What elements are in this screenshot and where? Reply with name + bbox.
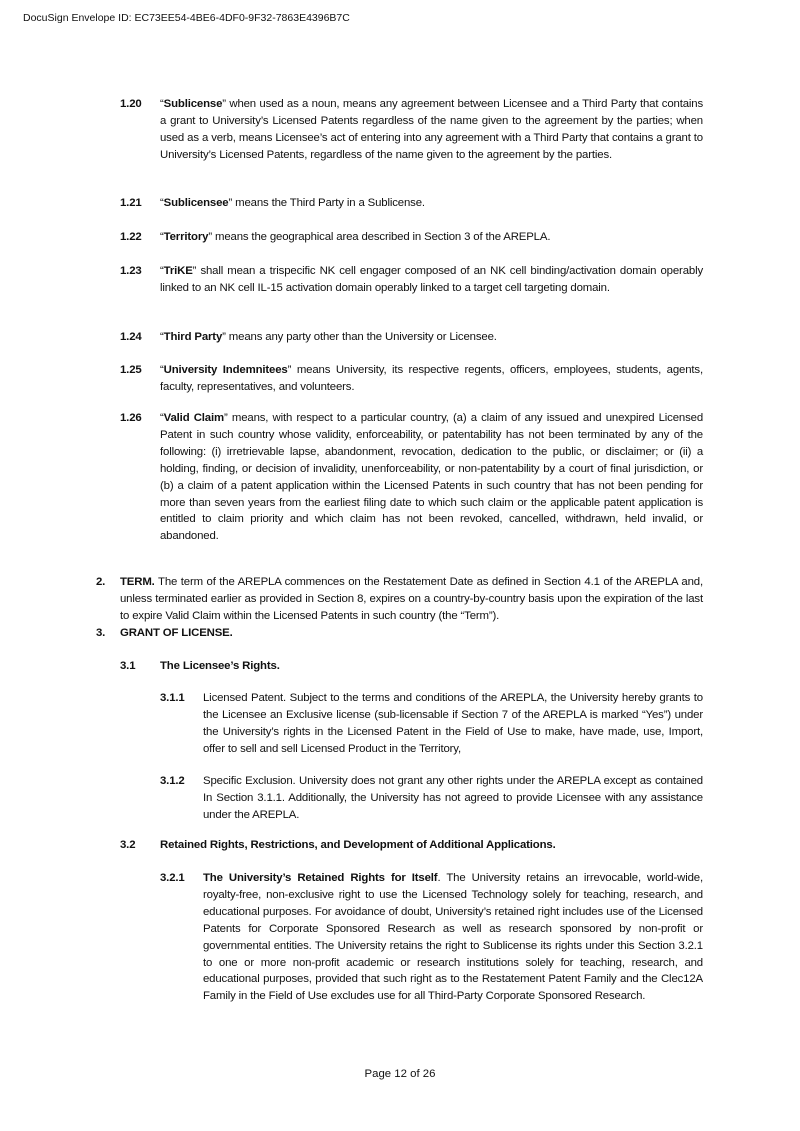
clause-text: “Valid Claim” means, with respect to a particular country, (a) a claim of any issued and unexpired Licensed Patent in such country whose validity, enforceability, or patentability has not been terminated by any of the following: (i) irretrievable lapse, abandonment, revocation, dedication to the public, or disclaimer; or (ii) a holding, finding, or decision of invalidity, unenforceability, or non-patentability by a court of final jurisdiction, or (b) a claim of a patent application within the Licensed Patents in such country that has not been pending for more than seven years from the earliest filing date to which such claim or the applicable patent application is entitled to claim priority and which claim has not been revoked, cancelled, withdrawn, held invalid, or abandoned. — [160, 412, 703, 543]
clause-number: 3.1 — [120, 660, 136, 672]
definition-body: shall mean a trispecific NK cell engager composed of an NK cell binding/activation domain operably linked to an NK cell IL-15 activation domain operably linked to a target cell targeting domain. — [160, 265, 703, 294]
clause-number: 3.1.1 — [160, 692, 185, 704]
definition-body: means the geographical area described in Section 3 of the AREPLA. — [211, 231, 551, 243]
defined-term: University Indemnitees — [163, 364, 288, 376]
clause-text: “University Indemnitees” means University, its respective regents, officers, employees, students, agents, faculty, representatives, and volunteers. — [160, 364, 703, 393]
clause-text: “Sublicensee” means the Third Party in a Sublicense. — [160, 197, 425, 209]
defined-term: Sublicensee — [163, 197, 229, 209]
docusign-envelope-id: DocuSign Envelope ID: EC73EE54-4BE6-4DF0-9F32-7863E4396B7C — [23, 12, 350, 24]
clause-text: “TriKE” shall mean a trispecific NK cell engager composed of an NK cell binding/activation domain operably linked to an NK cell IL-15 activation domain operably linked to a target cell targeting domain. — [160, 265, 703, 294]
definition-body: means any party other than the University or Licensee. — [225, 331, 497, 343]
section-number: 2. — [96, 576, 106, 588]
clause-number: 3.2 — [120, 839, 136, 851]
clause-heading: The University’s Retained Rights for Itself — [203, 872, 438, 884]
clause-heading: The Licensee’s Rights. — [160, 660, 280, 672]
defined-term: Territory — [163, 231, 209, 243]
definition-body: means the Third Party in a Sublicense. — [232, 197, 425, 209]
clause-text: Licensed Patent. Subject to the terms and conditions of the AREPLA, the University hereby grants to the Licensee an Exclusive license (sub-licensable if Section 7 of the AREPLA is marked “Yes”) under the University’s rights in the Licensed Patent in the Field of Use to make, have made, use, Import, offer to sell and sell Licensed Product in the Territory, — [203, 692, 703, 755]
definition-body: means, with respect to a particular country, (a) a claim of any issued and unexpired Licensed Patent in such country whose validity, enforceability, or patentability has not been terminated by any of the following: (i) irretrievable lapse, abandonment, revocation, dedication to the public, or disclaimer; or (ii) a holding, finding, or decision of invalidity, unenforceability, or non-patentability by a court of final jurisdiction, or (b) a claim of a patent application within the Licensed Patents in such country that has not been pending for more than seven years from the earliest filing date to which such claim or the applicable patent application is entitled to claim priority and which claim has not been revoked, cancelled, withdrawn, held invalid, or abandoned. — [160, 412, 703, 543]
defined-term: Third Party — [163, 331, 223, 343]
clause-number: 3.1.2 — [160, 775, 185, 787]
clause-number: 1.24 — [120, 331, 142, 343]
defined-term: Sublicense — [163, 98, 223, 110]
clause-number: 1.25 — [120, 364, 142, 376]
clause-number: 1.21 — [120, 197, 142, 209]
page-number: Page 12 of 26 — [364, 1068, 436, 1080]
definition-body: when used as a noun, means any agreement between Licensee and a Third Party that contains a grant to University’s Licensed Patents regardless of the name given to the agreement by the parties; when used as a verb, means Licensee’s act of entering into any agreement with a Third Party that contains a grant to University’s Licensed Patents, regardless of the name given to the agreement by the parties. — [160, 98, 703, 161]
clause-body: . The University retains an irrevocable, world-wide, royalty-free, non-exclusive right to use the Licensed Technology solely for teaching, research, and educational purposes. For avoidance of doubt, University’s retained right includes use of the Licensed Patents for Corporate Sponsored Research as well as research sponsored by non-profit or governmental entities. The University retains the right to Sublicense its rights under this Section 3.2.1 to one or more non-profit academic or research institutions solely for teaching, research, and educational purposes, provided that such right as to the Restatement Patent Family and the Clec12A Family in the Field of Use excludes use for all Third-Party Corporate Sponsored Research. — [203, 872, 703, 1003]
clause-number: 1.22 — [120, 231, 142, 243]
section-text — [120, 574, 703, 625]
clause-text: “Third Party” means any party other than the University or Licensee. — [160, 331, 497, 343]
section-number: 3. — [96, 627, 106, 639]
clause-number: 3.2.1 — [160, 872, 185, 884]
clause-text: “Territory” means the geographical area described in Section 3 of the AREPLA. — [160, 231, 551, 243]
clause-text: “Sublicense” when used as a noun, means any agreement between Licensee and a Third Party that contains a grant to University’s Licensed Patents regardless of the name given to the agreement by the parties; when used as a verb, means Licensee’s act of entering into any agreement with a Third Party that contains a grant to University’s Licensed Patents, regardless of the name given to the agreement by the parties. — [160, 98, 703, 161]
clause-text: Specific Exclusion. University does not grant any other rights under the AREPLA except as contained In Section 3.1.1. Additionally, the University has not agreed to provide Licensee with any assistance under the AREPLA. — [203, 775, 703, 821]
section-heading: TERM. — [120, 576, 155, 588]
definition-body: means University, its respective regents, officers, employees, students, agents, faculty, representatives, and volunteers. — [160, 364, 703, 393]
clause-heading: Retained Rights, Restrictions, and Development of Additional Applications. — [160, 839, 556, 851]
section-heading: GRANT OF LICENSE. — [120, 627, 233, 639]
clause-number: 1.26 — [120, 412, 142, 424]
clause-number: 1.23 — [120, 265, 142, 277]
section-body: The term of the AREPLA commences on the Restatement Date as defined in Section 4.1 of the AREPLA and, unless terminated earlier as provided in Section 8, expires on a country-by-country basis upon the expiration of the last to expire Valid Claim within the Licensed Patents in such country (the “Term”). — [120, 576, 703, 622]
clause-text — [203, 870, 703, 1005]
defined-term: TriKE — [163, 265, 193, 277]
clause-number: 1.20 — [120, 98, 142, 110]
defined-term: Valid Claim — [163, 412, 224, 424]
